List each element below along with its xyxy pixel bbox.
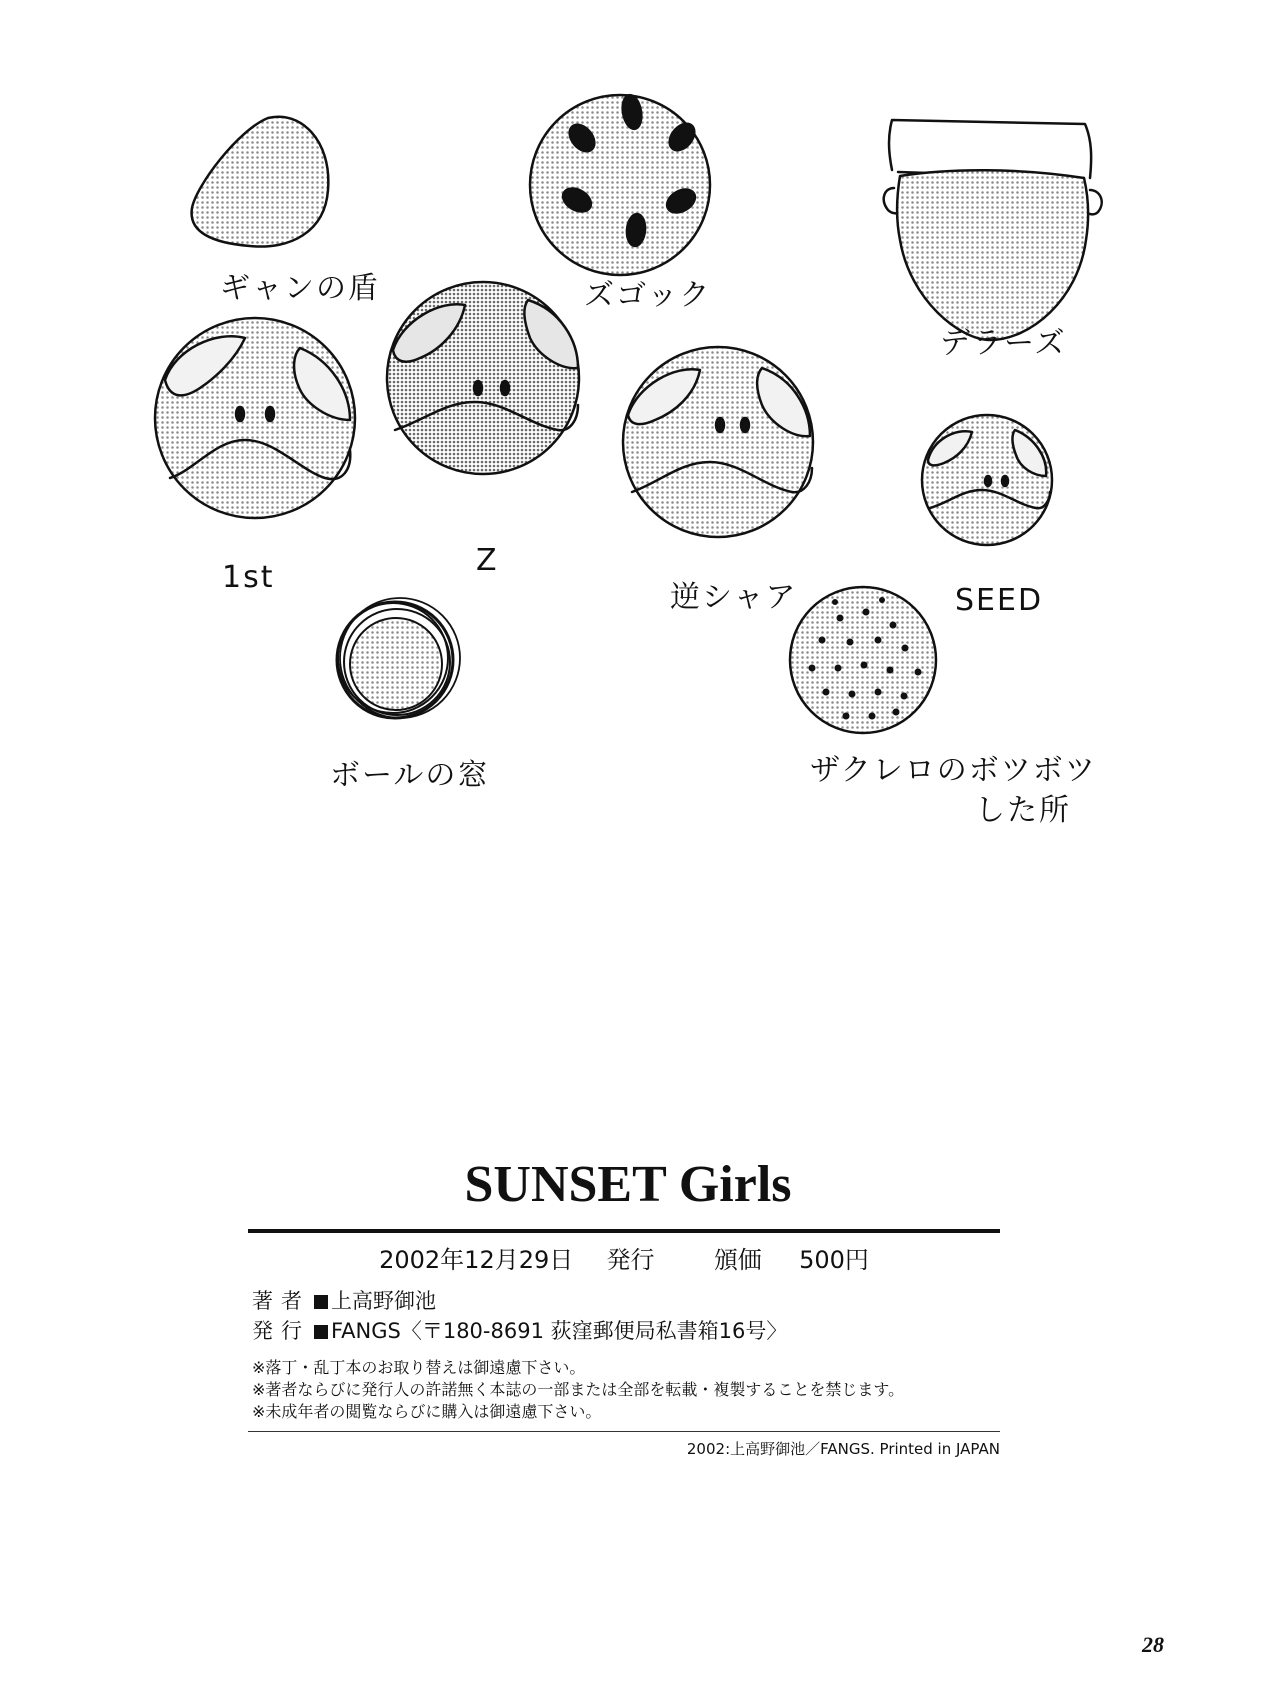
caption-haro-cca: 逆シャア <box>670 580 798 615</box>
page-number: 28 <box>1142 1632 1164 1657</box>
haro-cca-sketch <box>623 347 813 537</box>
caption-haro-zeta: Z <box>476 543 499 578</box>
caption-zakrello-line2: した所 <box>975 793 1071 828</box>
divider-thick <box>248 1229 1000 1233</box>
author-label: 著者 <box>252 1289 310 1313</box>
note-line: ※著者ならびに発行人の許諾無く本誌の一部または全部を転載・複製することを禁じます。 <box>252 1380 905 1399</box>
copyright-line: 2002:上高野御池／FANGS. Printed in JAPAN <box>686 1440 1000 1458</box>
divider-thin <box>248 1431 1000 1432</box>
zgok-sketch <box>530 94 710 275</box>
note-line: ※落丁・乱丁本のお取り替えは御遠慮下さい。 <box>252 1358 586 1377</box>
price-label: 頒価 <box>713 1246 762 1274</box>
caption-haro-seed: SEED <box>955 583 1044 618</box>
square-bullet-icon <box>314 1295 328 1309</box>
square-bullet-icon <box>314 1325 328 1339</box>
caption-zgok: ズゴック <box>584 278 712 313</box>
publisher-label: 発行 <box>252 1319 310 1343</box>
publication-line <box>248 1240 1000 1275</box>
caption-ball-window: ボールの窓 <box>330 758 490 793</box>
haro-z-sketch <box>387 282 579 474</box>
note-line: ※未成年者の閲覧ならびに購入は御遠慮下さい。 <box>252 1402 602 1421</box>
caption-gyan-shield: ギャンの盾 <box>220 271 380 306</box>
caption-haro-1st: 1st <box>222 560 275 595</box>
caption-dellaz: デラーズ <box>940 326 1067 361</box>
book-title: SUNSET Girls <box>464 1156 792 1213</box>
caption-zakrello: ザクレロのボツボツ <box>810 753 1097 788</box>
zakrello-bumps-sketch <box>790 587 936 733</box>
gyan-shield-sketch <box>192 117 329 247</box>
author-name: 上高野御池 <box>331 1289 436 1313</box>
publisher-row <box>252 1315 787 1345</box>
ball-window-sketch <box>337 598 460 718</box>
haro-1st-sketch <box>155 318 355 518</box>
delaz-sketch <box>884 120 1102 340</box>
publisher-name: FANGS〈〒180-8691 荻窪郵便局私書箱16号〉 <box>331 1319 788 1343</box>
price-value: 500円 <box>799 1246 869 1274</box>
author-row <box>252 1285 436 1315</box>
publication-date: 2002年12月29日 <box>379 1246 574 1274</box>
issue-label: 発行 <box>606 1246 655 1274</box>
haro-seed-sketch <box>922 415 1052 545</box>
